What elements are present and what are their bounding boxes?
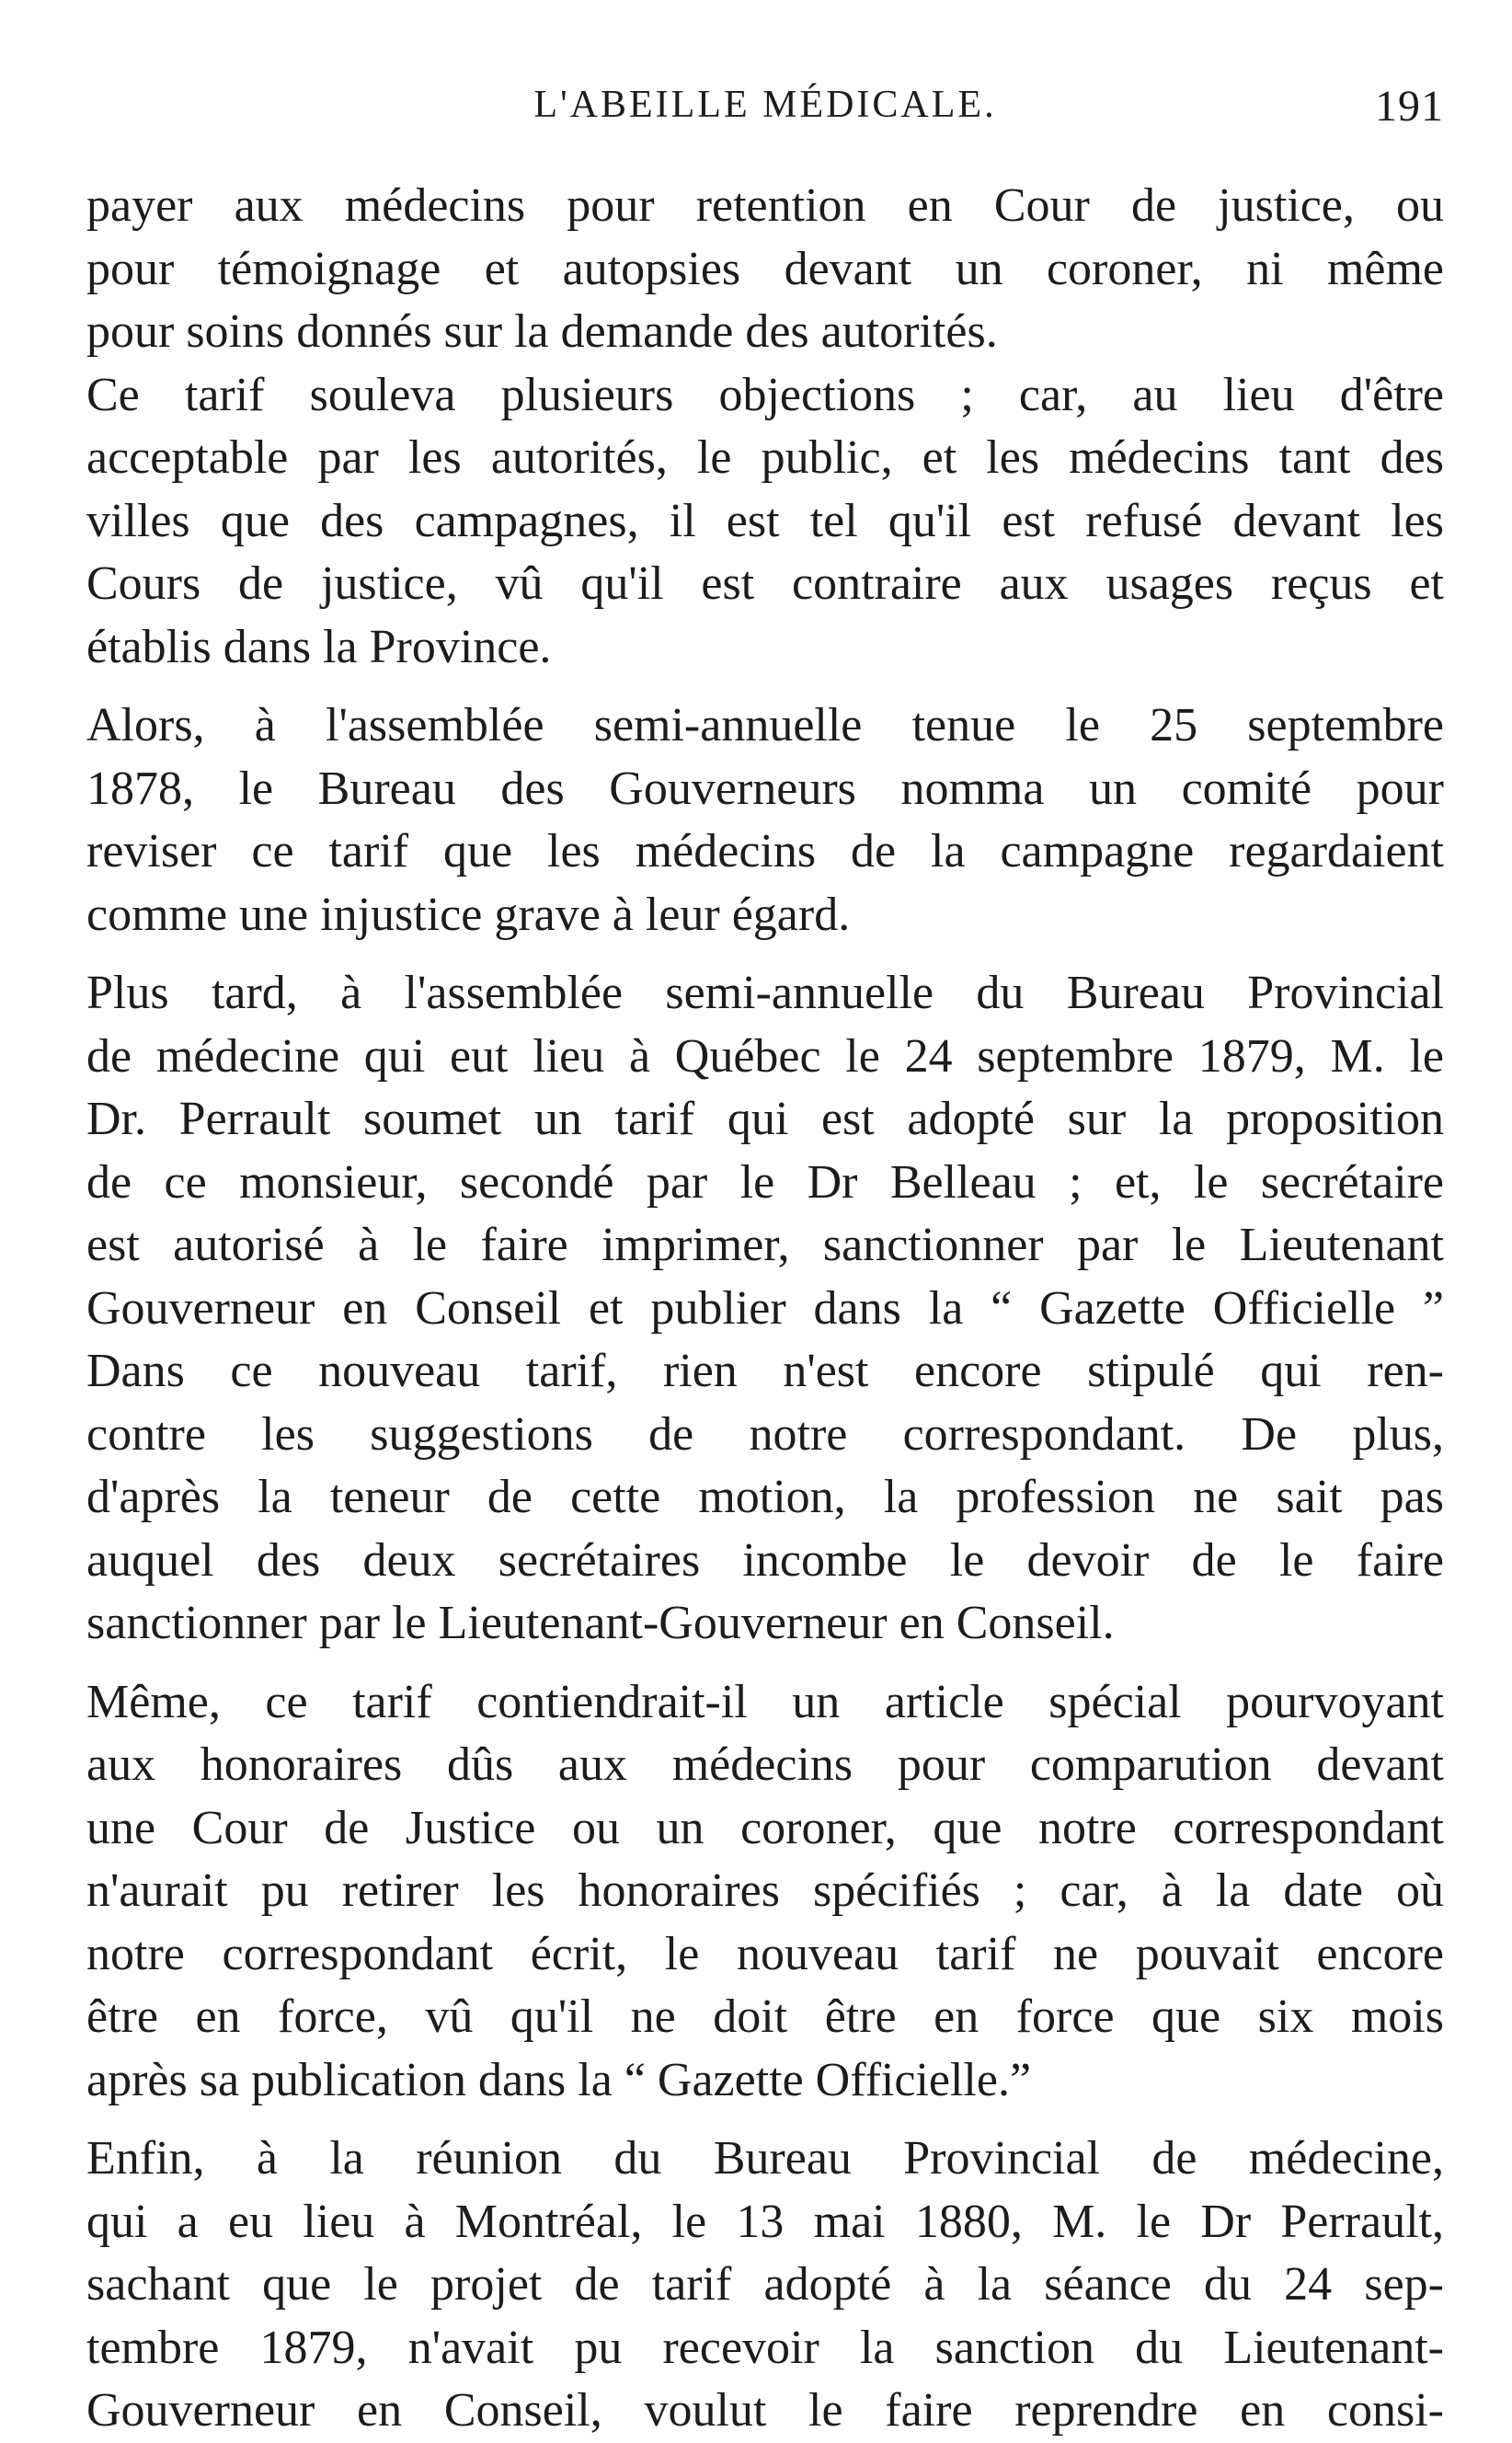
- text-line: Gouverneur en Conseil et publier dans la “ Gazette Officielle ”: [86, 1281, 1444, 1335]
- book-page: [86, 74, 1444, 2443]
- paragraph: [86, 175, 1444, 364]
- text-line: Cours de justice, vû qu'il est contraire aux usages reçus et: [86, 557, 1444, 610]
- text-line: pour témoignage et autopsies devant un coroner, ni même: [86, 242, 1444, 295]
- text-line: Dr. Perrault soumet un tarif qui est adopté sur la proposition: [86, 1093, 1444, 1145]
- text-line: acceptable par les autorités, le public, et les médecins tant des: [86, 431, 1444, 484]
- text-line: Ce tarif souleva plusieurs objections ; car, au lieu d'être: [86, 368, 1444, 421]
- page-number: 191: [1375, 82, 1444, 131]
- text-line: n'aurait pu retirer les honoraires spécifiés ; car, à la date où: [86, 1864, 1444, 1917]
- text-line: comme une injustice grave à leur égard.: [86, 888, 851, 941]
- text-line: Même, ce tarif contiendrait-il un article spécial pourvoyant: [86, 1675, 1444, 1728]
- text-line: payer aux médecins pour retention en Cour de justice, ou: [86, 179, 1444, 232]
- text-line: Gouverneur en Conseil, voulut le faire reprendre en consi-: [86, 2384, 1444, 2437]
- text-line: contre les suggestions de notre correspondant. De plus,: [86, 1407, 1444, 1461]
- text-line: 1878, le Bureau des Gouverneurs nomma un comité pour: [86, 762, 1444, 815]
- text-line: d'après la teneur de cette motion, la profession ne sait pas: [86, 1471, 1444, 1523]
- text-line: une Cour de Justice ou un coroner, que notre correspondant: [86, 1801, 1444, 1854]
- paragraph: [86, 1340, 1444, 1656]
- text-line: villes que des campagnes, il est tel qu'il est refusé devant les: [86, 494, 1444, 547]
- text-line: de médecine qui eut lieu à Québec le 24 septembre 1879, M. le: [86, 1029, 1444, 1083]
- body-text: [86, 175, 1444, 2443]
- paragraph: [86, 2128, 1444, 2443]
- text-line: établis dans la Province.: [86, 620, 552, 673]
- text-line: pour soins donnés sur la demande des autorités.: [86, 305, 998, 358]
- text-line: sanctionner par le Lieutenant-Gouverneur en Conseil.: [86, 1597, 1115, 1649]
- text-line: est autorisé à le faire imprimer, sanctionner par le Lieutenant: [86, 1219, 1444, 1271]
- text-line: Plus tard, à l'assemblée semi-annuelle du Bureau Provincial: [86, 967, 1444, 1019]
- text-line: après sa publication dans la “ Gazette Officielle.”: [86, 2053, 1032, 2106]
- paragraph: [86, 694, 1444, 946]
- running-title: L'ABEILLE MÉDICALE.: [533, 84, 997, 126]
- text-line: être en force, vû qu'il ne doit être en force que six mois: [86, 1990, 1444, 2043]
- text-line: Dans ce nouveau tarif, rien n'est encore stipulé qui ren-: [86, 1345, 1444, 1397]
- page-header: [86, 74, 1444, 138]
- text-line: Alors, à l'assemblée semi-annuelle tenue le 25 septembre: [86, 699, 1444, 751]
- text-line: reviser ce tarif que les médecins de la campagne regardaient: [86, 825, 1444, 877]
- text-line: notre correspondant écrit, le nouveau tarif ne pouvait encore: [86, 1927, 1444, 1980]
- text-line: de ce monsieur, secondé par le Dr Belleau ; et, le secrétaire: [86, 1155, 1444, 1209]
- paragraph: [86, 364, 1444, 680]
- text-line: Enfin, à la réunion du Bureau Provincial de médecine,: [86, 2132, 1444, 2185]
- text-line: qui a eu lieu à Montréal, le 13 mai 1880, M. le Dr Perrault,: [86, 2195, 1444, 2248]
- text-line: tembre 1879, n'avait pu recevoir la sanction du Lieutenant-: [86, 2321, 1444, 2374]
- text-line: auquel des deux secrétaires incombe le devoir de le faire: [86, 1533, 1444, 1587]
- text-line: aux honoraires dûs aux médecins pour comparution devant: [86, 1738, 1444, 1791]
- text-line: sachant que le projet de tarif adopté à la séance du 24 sep-: [86, 2258, 1444, 2311]
- paragraph: [86, 1671, 1444, 2113]
- paragraph: [86, 962, 1444, 1340]
